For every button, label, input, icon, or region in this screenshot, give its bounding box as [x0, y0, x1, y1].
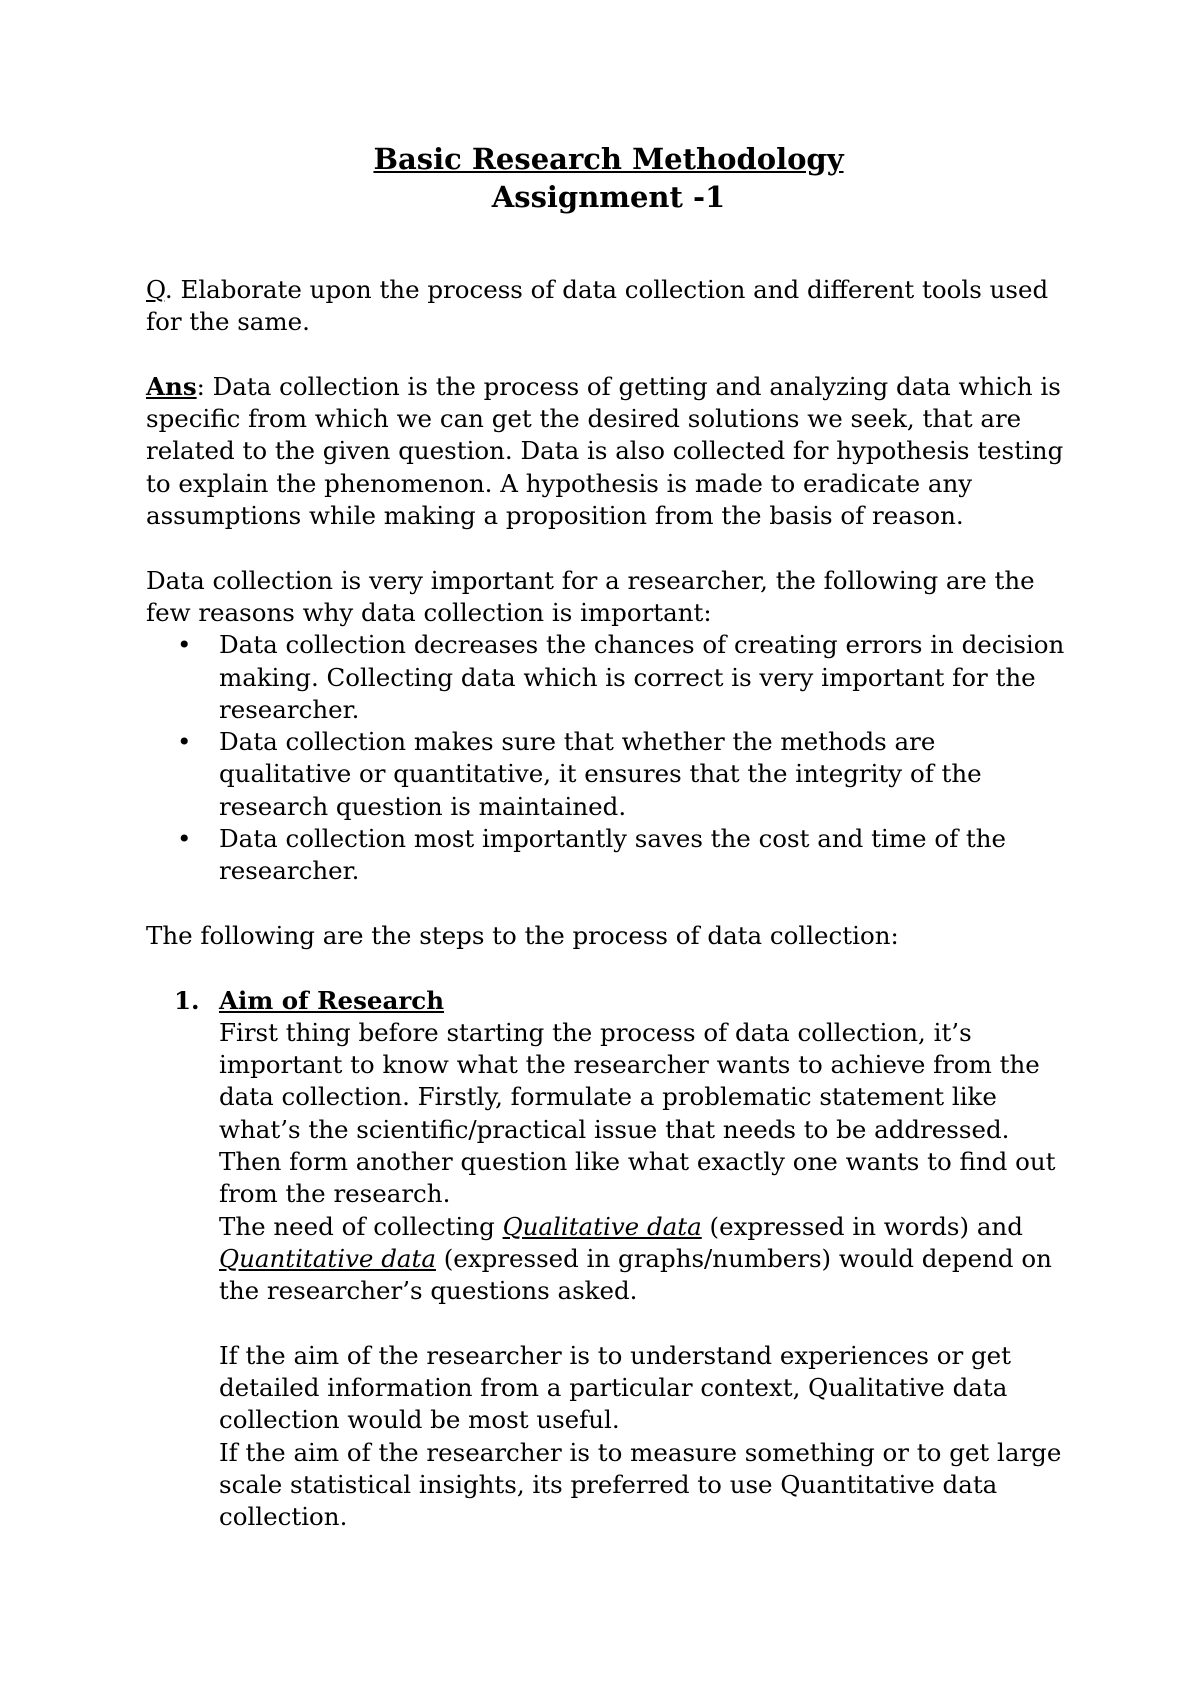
list-item: • Data collection makes sure that whether the methods are qualitative or quantitative, it ensures that the integrity of the research question is maintained. [219, 726, 1071, 823]
importance-intro: Data collection is very important for a researcher, the following are the few reasons why data collection is important: [146, 565, 1035, 627]
document-title: Basic Research Methodology [373, 142, 844, 176]
question-text: . Elaborate upon the process of data collection and different tools used for the same. [146, 275, 1049, 337]
question-label: Q [146, 275, 165, 304]
assignment-subtitle: Assignment -1 [491, 180, 726, 214]
spacer [146, 888, 1071, 920]
step-paragraph: If the aim of the researcher is to measure something or to get large scale statistical insights, its preferred to use Quantitative data collection. [219, 1437, 1062, 1532]
spacer [219, 1308, 1071, 1340]
paragraph-text: (expressed in graphs/numbers) would depend on the researcher’s questions asked. [219, 1243, 1052, 1306]
list-item: • Data collection decreases the chances of creating errors in decision making. Collecting data which is correct is very important for the researcher. [219, 629, 1071, 726]
spacer [146, 952, 1071, 984]
spacer [146, 339, 1071, 371]
step-number: 1. [174, 985, 200, 1015]
step-aim-of-research [146, 985, 1071, 1534]
importance-list [146, 629, 1071, 887]
paragraph-text: The need of collecting [219, 1211, 503, 1241]
data-types-paragraph [219, 1211, 1071, 1308]
quantitative-data-term: Quantitative data [219, 1243, 436, 1273]
answer-label: Ans [146, 371, 197, 401]
answer-paragraph [146, 371, 1071, 532]
answer-text: : Data collection is the process of getting and analyzing data which is specific from which we can get the desired solutions we seek, that are related to the given question. Data is also collected for hypothesis testing to explain the phenomenon. A hypothesis is made to eradicate any assumptions while making a proposition from the basis of reason. [146, 371, 1064, 531]
paragraph-text: (expressed in words) and [701, 1211, 1023, 1241]
list-item: • Data collection most importantly saves the cost and time of the researcher. [219, 823, 1071, 888]
document-body [146, 140, 1071, 1534]
spacer [146, 532, 1071, 564]
title-block [146, 140, 1071, 216]
step-heading: Aim of Research [219, 985, 445, 1015]
step-paragraph: First thing before starting the process of data collection, it’s important to know what the researcher wants to achieve from the data collection. Firstly, formulate a problematic statement like what’s the scientific/practical issue that needs to be addressed. Then form another question like what exactly one wants to find out from the research. [219, 1017, 1056, 1209]
step-paragraph: If the aim of the researcher is to understand experiences or get detailed information from a particular context, Qualitative data collection would be most useful. [219, 1340, 1012, 1435]
question-paragraph [146, 274, 1071, 339]
qualitative-data-term: Qualitative data [502, 1211, 702, 1241]
steps-intro: The following are the steps to the process of data collection: [146, 920, 899, 950]
